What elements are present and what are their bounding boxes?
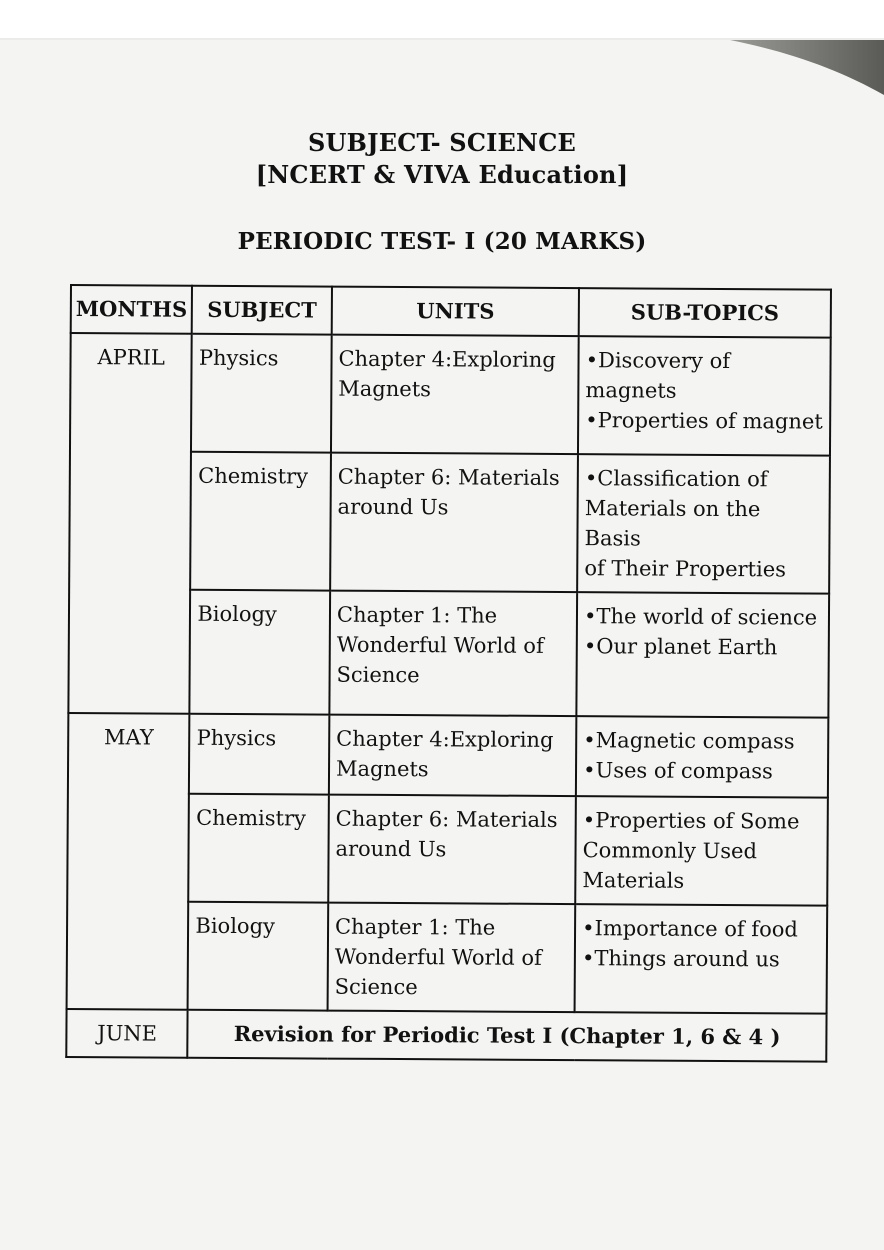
units-cell bbox=[331, 335, 579, 455]
units-line: Science bbox=[334, 974, 418, 1000]
subject-cell: Chemistry bbox=[189, 794, 329, 903]
table-row-june bbox=[66, 1009, 826, 1062]
subject-title: SUBJECT- SCIENCE bbox=[308, 128, 576, 157]
units-line: Chapter 4:Exploring bbox=[336, 726, 554, 752]
subject-cell: Biology bbox=[188, 902, 328, 1011]
subject-cell: Physics bbox=[189, 714, 329, 795]
units-cell bbox=[328, 903, 576, 1013]
subject-cell: Biology bbox=[190, 590, 330, 715]
subtopic-line: •Our planet Earth bbox=[583, 634, 778, 660]
units-line: Wonderful World of bbox=[336, 632, 544, 658]
subtopics-cell bbox=[576, 592, 829, 718]
units-line: Wonderful World of bbox=[334, 944, 542, 970]
subtopic-line: •Discovery of bbox=[585, 348, 731, 374]
units-cell bbox=[329, 591, 577, 717]
subtopic-line: Materials on the Basis bbox=[584, 496, 761, 551]
units-line: Science bbox=[336, 662, 420, 688]
units-cell bbox=[329, 715, 577, 797]
subtopic-line: magnets bbox=[585, 378, 677, 403]
subtopic-line: •Magnetic compass bbox=[583, 728, 795, 754]
subtopic-line: •Uses of compass bbox=[583, 758, 773, 784]
syllabus-table bbox=[65, 284, 832, 1063]
header-subject: SUBJECT bbox=[192, 286, 332, 335]
revision-cell: Revision for Periodic Test I (Chapter 1, 6 & 4 ) bbox=[188, 1010, 827, 1062]
subtopic-line: Materials bbox=[582, 868, 685, 893]
subtopics-cell bbox=[577, 454, 830, 594]
table-row bbox=[68, 713, 828, 798]
month-may: MAY bbox=[67, 713, 190, 1010]
subtopic-line: •Classification of bbox=[584, 466, 768, 492]
units-line: Magnets bbox=[338, 376, 432, 402]
units-line: Chapter 1: The bbox=[336, 602, 498, 628]
units-line: Chapter 6: Materials bbox=[337, 464, 560, 490]
table-header-row bbox=[71, 285, 831, 338]
subtopic-line: •Importance of food bbox=[582, 916, 798, 942]
subject-cell: Physics bbox=[191, 334, 331, 453]
subtopics-cell bbox=[578, 336, 831, 456]
table-row bbox=[70, 333, 831, 456]
units-line: Chapter 4:Exploring bbox=[338, 346, 556, 372]
units-line: around Us bbox=[335, 836, 447, 862]
subtopic-line: of Their Properties bbox=[584, 556, 787, 582]
month-june: JUNE bbox=[66, 1009, 188, 1058]
subtopic-line: •Things around us bbox=[581, 946, 780, 972]
page-corner-shadow bbox=[0, 0, 884, 120]
test-title: PERIODIC TEST- I (20 MARKS) bbox=[237, 228, 647, 255]
subtopics-cell bbox=[575, 904, 828, 1014]
header-months: MONTHS bbox=[71, 285, 193, 334]
subtopics-cell bbox=[576, 716, 828, 798]
subtopic-line: •The world of science bbox=[584, 604, 818, 630]
header-units: UNITS bbox=[332, 287, 579, 337]
units-cell bbox=[330, 453, 578, 593]
subtopic-line: Commonly Used bbox=[582, 838, 758, 864]
units-line: Chapter 1: The bbox=[334, 914, 496, 940]
units-line: Magnets bbox=[335, 756, 429, 782]
units-cell bbox=[328, 795, 576, 905]
month-april: APRIL bbox=[68, 333, 192, 714]
subject-cell: Chemistry bbox=[191, 452, 331, 591]
units-line: around Us bbox=[337, 494, 449, 520]
subtopics-cell bbox=[575, 796, 828, 906]
board-title: [NCERT & VIVA Education] bbox=[255, 160, 629, 189]
subtopic-line: •Properties of Some bbox=[582, 808, 800, 834]
header-subtopics: SUB-TOPICS bbox=[579, 288, 831, 338]
subtopic-line: •Properties of magnet bbox=[585, 408, 823, 434]
units-line: Chapter 6: Materials bbox=[335, 806, 558, 832]
